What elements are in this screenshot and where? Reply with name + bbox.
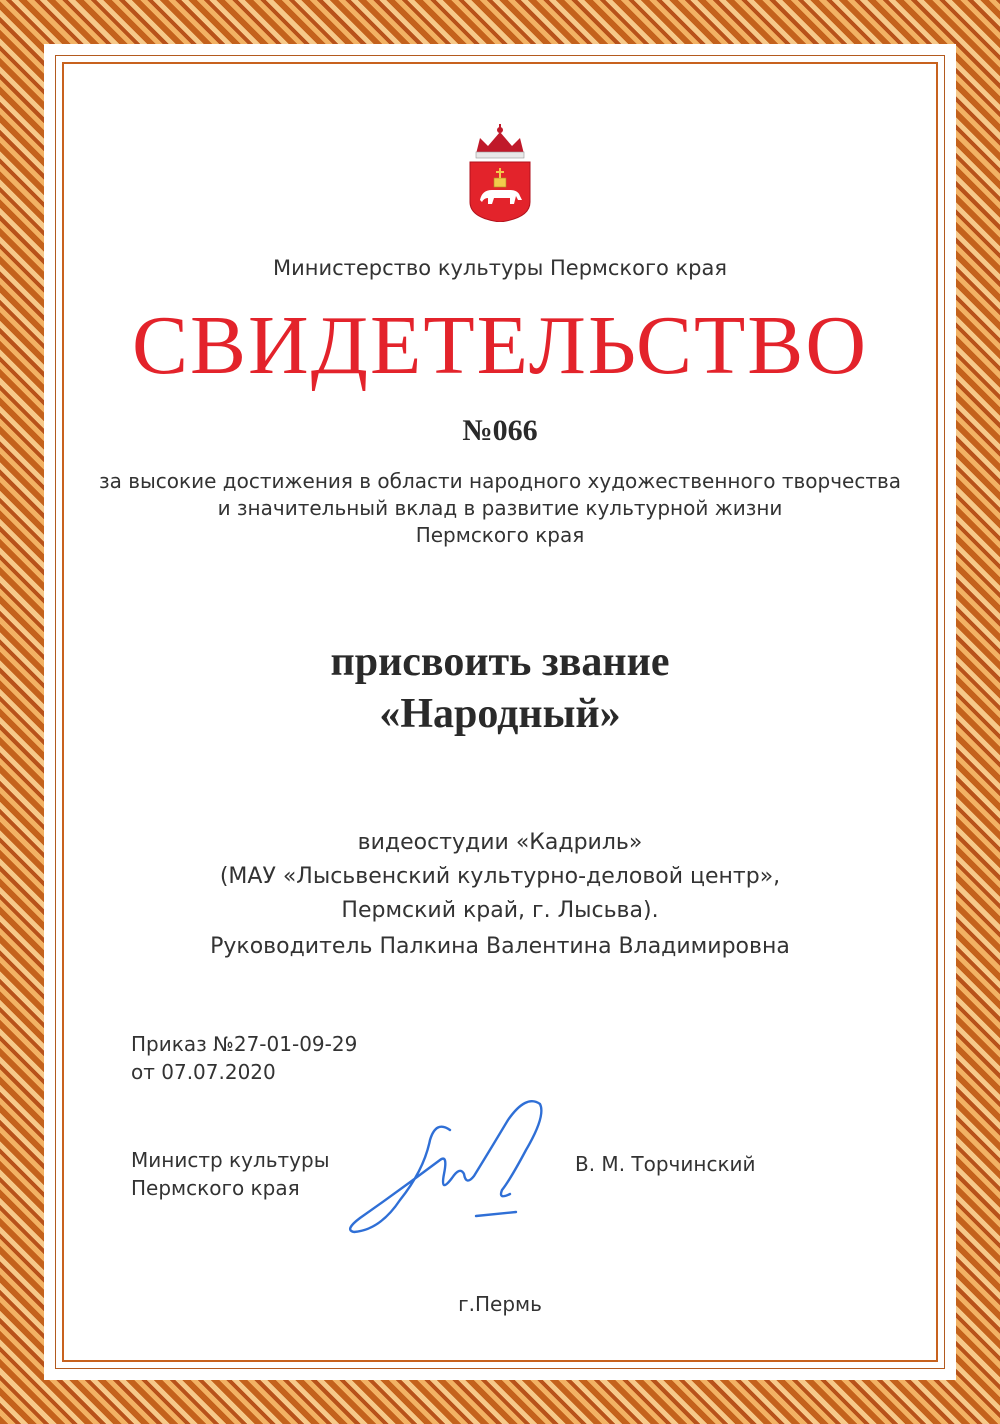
recipient-line-1: видеостудии «Кадриль» <box>357 830 643 855</box>
minister-position <box>131 1146 330 1202</box>
handwritten-signature-icon <box>340 1090 580 1240</box>
perm-krai-coat-of-arms-icon <box>466 124 534 222</box>
position-line-1: Министр культуры <box>131 1148 330 1172</box>
ministry-name: Министерство культуры Пермского края <box>272 256 728 280</box>
recipient-line-3: Пермский край, г. Лысьва). <box>341 898 659 923</box>
reason-text <box>0 468 1000 549</box>
order-reference <box>131 1030 357 1086</box>
signer-name: В. М. Торчинский <box>575 1152 756 1176</box>
certificate-number: №066 <box>462 414 538 447</box>
certificate-title: СВИДЕТЕЛЬСТВО <box>132 299 868 392</box>
recipient-line-2: (МАУ «Лысьвенский культурно-деловой центр», <box>219 864 781 889</box>
award-text <box>0 636 1000 740</box>
leader-name: Руководитель Палкина Валентина Владимировна <box>210 934 790 959</box>
position-line-2: Пермского края <box>131 1176 300 1200</box>
award-line-2: «Народный» <box>379 691 621 737</box>
reason-line-3: Пермского края <box>415 523 585 547</box>
reason-line-2: и значительный вклад в развитие культурной жизни <box>217 496 783 520</box>
award-line-1: присвоить звание <box>330 639 670 685</box>
recipient-block <box>0 826 1000 928</box>
reason-line-1: за высокие достижения в области народного художественного творчества <box>98 469 902 493</box>
order-line-2: от 07.07.2020 <box>131 1060 276 1084</box>
order-line-1: Приказ №27-01-09-29 <box>131 1032 358 1056</box>
city: г.Пермь <box>458 1292 542 1316</box>
